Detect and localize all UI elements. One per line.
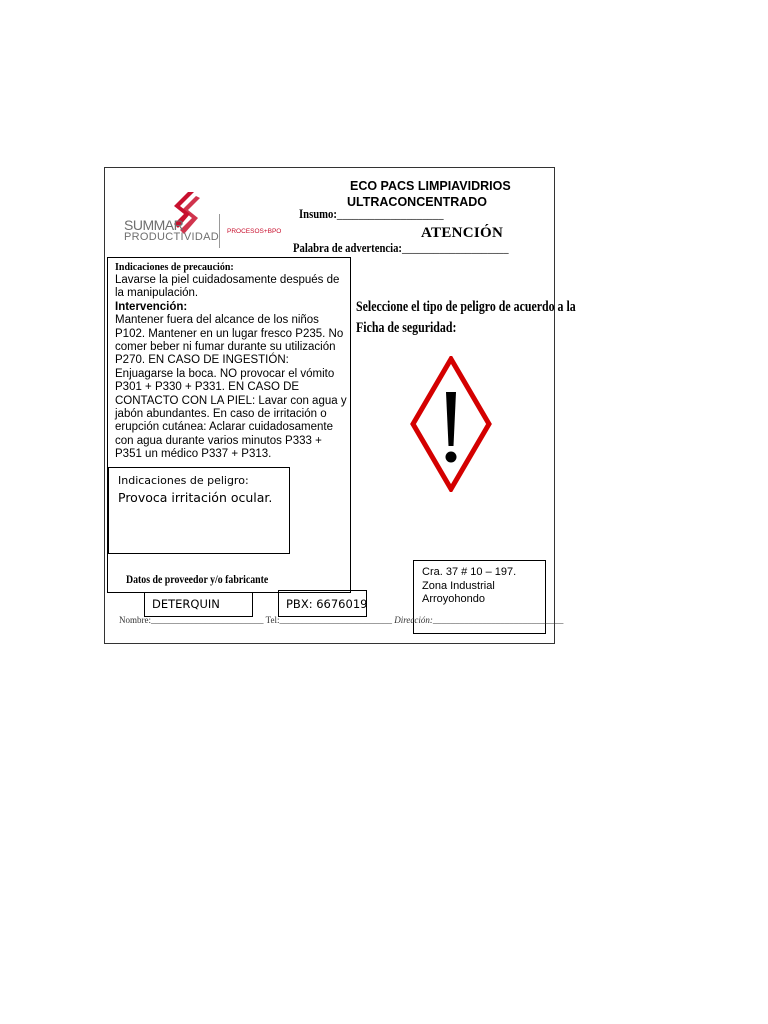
precaution-title: Indicaciones de precaución: [115, 262, 234, 273]
precaution-text-1: Lavarse la piel cuidadosamente después de la manipulación. [115, 274, 340, 300]
hazard-title: Indicaciones de peligro: [118, 474, 249, 487]
warning-word: ATENCIÓN [421, 225, 504, 241]
tel-blank: _________________________ [279, 615, 392, 625]
warning-label: Palabra de advertencia: [293, 240, 402, 255]
pictogram-instruction-line2: Ficha de seguridad: [356, 320, 457, 336]
direccion-label: Dirección: [394, 615, 433, 625]
insumo-label: Insumo: [299, 206, 337, 221]
logo-line2: PRODUCTIVIDAD [124, 231, 219, 243]
supplier-name: DETERQUIN [152, 597, 220, 611]
logo-tagline: PROCESOS+BPO [227, 228, 282, 235]
supplier-title: Datos de proveedor y/o fabricante [126, 572, 269, 586]
contact-fields-row [119, 615, 563, 625]
supplier-address [422, 566, 516, 607]
logo-divider [219, 214, 220, 248]
warning-blank: ____________________ [401, 240, 509, 255]
precaution-text-2: Mantener fuera del alcance de los niños P102. Mantener en un lugar fresco P235. No comer beber ni fumar durante su utilización P270. EN CASO DE INGESTIÓN: Enjuagarse la boca. NO provocar el vómito P301 + P330 + P331. EN CASO DE CONTACTO CON LA PIEL: Lavar con agua y jabón abundantes. En caso de irritación o erupción cutánea: Aclarar cuidadosamente con agua durante varios minutos P333 + P351 un médico P337 + P313. [115, 314, 347, 461]
exclamation-mark-icon [410, 356, 492, 492]
product-name-line2: ULTRACONCENTRADO [347, 195, 488, 209]
nombre-blank: _________________________ [151, 615, 264, 625]
warning-field [293, 240, 509, 256]
product-name-line1: ECO PACS LIMPIAVIDRIOS [350, 179, 511, 193]
hazard-text: Provoca irritación ocular. [118, 490, 273, 505]
pictogram-instruction-line1: Seleccione el tipo de peligro de acuerdo a la [356, 299, 576, 315]
summar-logo [122, 190, 282, 250]
address-line2: Zona Industrial [422, 579, 495, 592]
nombre-label: Nombre: [119, 615, 151, 625]
insumo-field [299, 206, 444, 222]
tel-label: Tel: [265, 615, 280, 625]
supplier-phone: PBX: 6676019 [286, 597, 368, 611]
logo-line1: SUMMAR [124, 217, 184, 233]
intervention-title: Intervención: [115, 300, 188, 313]
precaution-content [115, 262, 347, 462]
address-line1: Cra. 37 # 10 – 197. [422, 566, 517, 578]
address-line3: Arroyohondo [422, 593, 485, 605]
direccion-blank: _____________________________ [432, 615, 564, 625]
insumo-blank: ____________________ [336, 206, 444, 221]
